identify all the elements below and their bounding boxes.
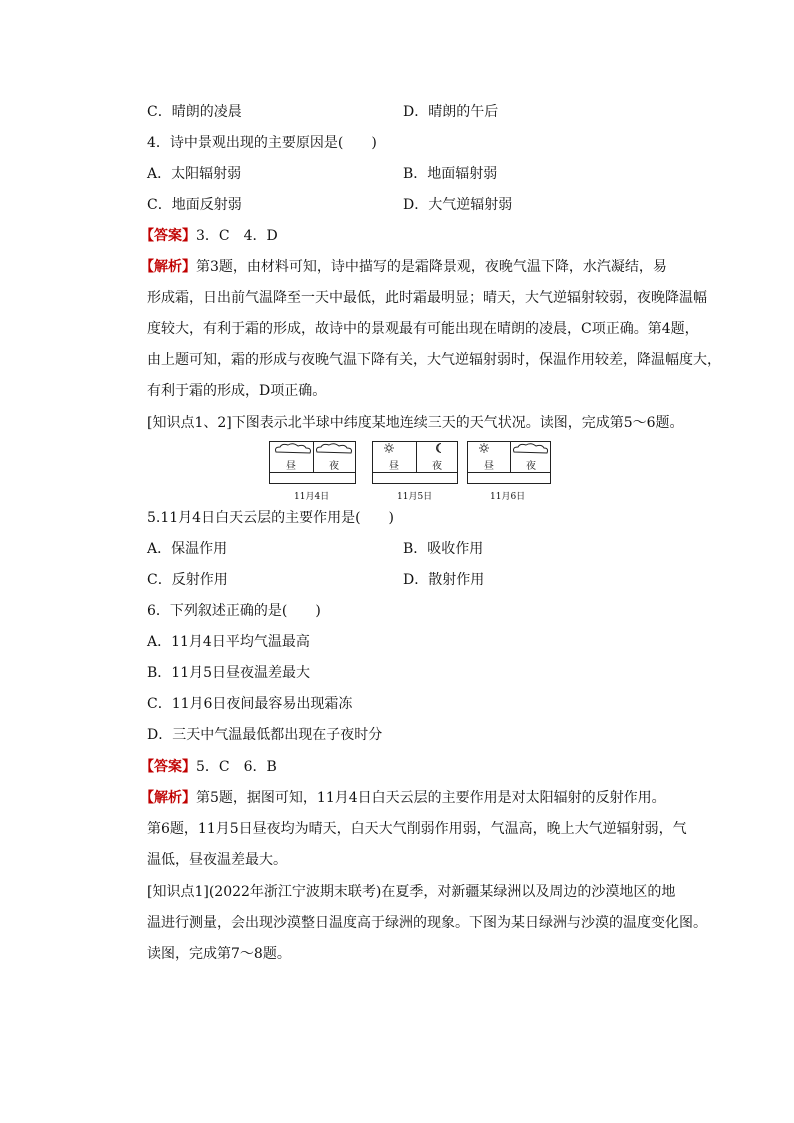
q5-stem: 5.11月4日白天云层的主要作用是( ) xyxy=(147,510,395,526)
moon-icon xyxy=(436,443,444,453)
answer-tag: 【答案】 xyxy=(140,759,196,775)
answer-tag: 【答案】 xyxy=(140,228,196,244)
intro-knowledge-1-line-2: 温进行测量，会出现沙漠整日温度高于绿洲的现象。下图为某日绿洲与沙漠的温度变化图。 xyxy=(147,915,707,931)
cloud-icon xyxy=(273,442,353,456)
q6-option-c: C．11月6日夜间最容易出现霜冻 xyxy=(147,696,353,712)
cloud-icon xyxy=(511,442,549,456)
sun-icon xyxy=(384,443,394,453)
answer-text: 3．C 4．D xyxy=(196,228,278,244)
analysis-1-line-5: 有利于霜的形成，D项正确。 xyxy=(147,383,327,399)
answer-block-1 xyxy=(140,226,278,246)
q6-option-a: A．11月4日平均气温最高 xyxy=(147,634,310,650)
q5-option-c: C．反射作用 xyxy=(147,572,228,588)
date-caption-nov6: 11月6日 xyxy=(490,492,526,502)
q5-option-b: B．吸收作用 xyxy=(403,541,484,557)
analysis-1-line-1: 【解析】第3题，由材料可知，诗中描写的是霜降景观，夜晚气温下降，水汽凝结，易 xyxy=(140,259,667,275)
q4-option-c: C．地面反射弱 xyxy=(147,197,242,213)
q6-stem: 6．下列叙述正确的是( ) xyxy=(147,603,321,619)
q5-option-d: D．散射作用 xyxy=(403,572,485,588)
sun-icon xyxy=(479,443,489,453)
q3-option-d: D．晴朗的午后 xyxy=(403,104,499,120)
answer-block-2 xyxy=(140,757,277,777)
analysis-1-line-4: 由上题可知，霜的形成与夜晚气温下降有关，大气逆辐射弱时，保温作用较差，降温幅度大， xyxy=(147,352,721,368)
date-caption-nov5: 11月5日 xyxy=(397,492,433,502)
analysis-2-line-2: 第6题，11月5日昼夜均为晴天，白天大气削弱作用弱，气温高，晚上大气逆辐射弱，气 xyxy=(147,821,687,837)
analysis-1-line-2: 形成霜，日出前气温降至一天中最低，此时霜最明显；晴天，大气逆辐射较弱，夜晚降温幅 xyxy=(147,290,707,306)
q4-option-a: A．太阳辐射弱 xyxy=(147,166,242,182)
intro-knowledge-1-line-3: 读图，完成第7～8题。 xyxy=(147,946,291,962)
night-label: 夜 xyxy=(432,461,442,472)
q6-option-d: D．三天中气温最低都出现在子夜时分 xyxy=(147,727,383,743)
analysis-tag: 【解析】 xyxy=(140,259,196,275)
analysis-2-line-3: 温低，昼夜温差最大。 xyxy=(147,852,287,868)
q4-option-b: B．地面辐射弱 xyxy=(403,166,498,182)
night-label: 夜 xyxy=(329,461,339,472)
night-label: 夜 xyxy=(526,461,536,472)
q6-option-b: B．11月5日昼夜温差最大 xyxy=(147,665,311,681)
analysis-1-line-3: 度较大，有利于霜的形成，故诗中的景观最有可能出现在晴朗的凌晨，C项正确。第4题， xyxy=(147,321,699,337)
day-label: 昼 xyxy=(286,461,296,472)
q3-option-c: C．晴朗的凌晨 xyxy=(147,104,242,120)
q4-option-d: D．大气逆辐射弱 xyxy=(403,197,513,213)
day-label: 昼 xyxy=(389,461,399,472)
analysis-tag: 【解析】 xyxy=(140,790,196,806)
analysis-2-line-1: 【解析】第5题，据图可知，11月4日白天云层的主要作用是对太阳辐射的反射作用。 xyxy=(140,790,666,806)
date-caption-nov4: 11月4日 xyxy=(294,492,330,502)
q5-option-a: A．保温作用 xyxy=(147,541,228,557)
intro-knowledge-1-line-1: [知识点1](2022年浙江宁波期末联考)在夏季，对新疆某绿洲以及周边的沙漠地区的地 xyxy=(147,884,676,900)
answer-text: 5．C 6．B xyxy=(196,759,277,775)
intro-knowledge-1-2: [知识点1、2]下图表示北半球中纬度某地连续三天的天气状况。读图，完成第5～6题。 xyxy=(147,415,684,431)
day-label: 昼 xyxy=(484,461,494,472)
q4-stem: 4．诗中景观出现的主要原因是( ) xyxy=(147,135,377,151)
